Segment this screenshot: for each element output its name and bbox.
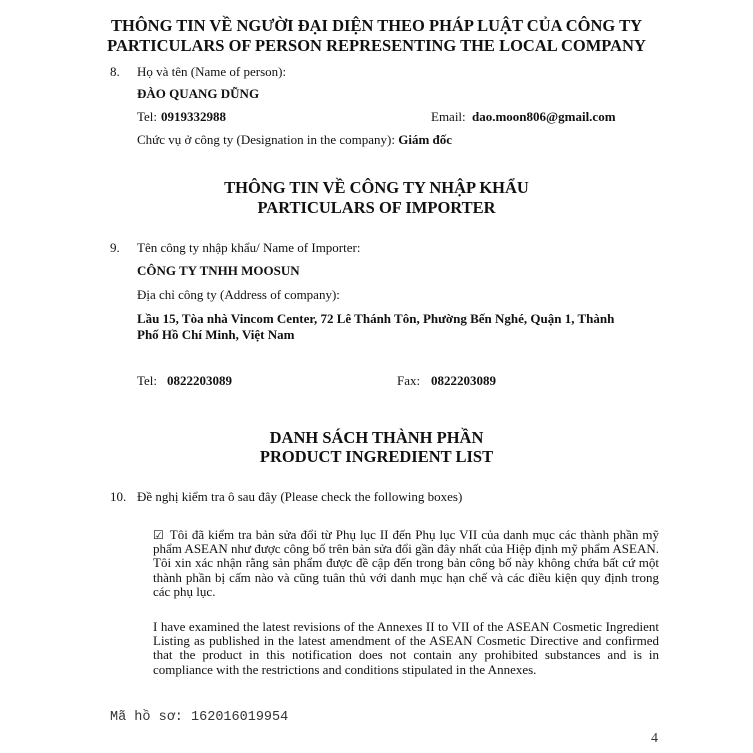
person-email-label: Email: bbox=[431, 109, 466, 124]
designation-value: Giám đốc bbox=[398, 132, 453, 147]
person-tel-value: 0919332988 bbox=[161, 109, 226, 124]
importer-address-line2: Phố Hồ Chí Minh, Việt Nam bbox=[137, 327, 295, 342]
importer-address-line1: Lầu 15, Tòa nhà Vincom Center, 72 Lê Thánh Tôn, Phường Bến Nghé, Quận 1, Thành bbox=[137, 311, 615, 326]
importer-name-value: CÔNG TY TNHH MOOSUN bbox=[137, 263, 300, 278]
person-email-value: dao.moon806@gmail.com bbox=[472, 109, 616, 124]
importer-title-en: PARTICULARS OF IMPORTER bbox=[257, 198, 496, 217]
person-tel-label: Tel: bbox=[137, 109, 158, 124]
item-number-9: 9. bbox=[110, 240, 120, 255]
importer-fax-label: Fax: bbox=[397, 373, 421, 388]
person-name-value: ĐÀO QUANG DŨNG bbox=[137, 86, 260, 101]
representative-title-vi: THÔNG TIN VỀ NGƯỜI ĐẠI DIỆN THEO PHÁP LUẬT CỦA CÔNG TY bbox=[111, 16, 642, 35]
designation-row bbox=[137, 132, 452, 148]
importer-title-vi: THÔNG TIN VỀ CÔNG TY NHẬP KHẨU bbox=[224, 178, 529, 197]
ingredients-title-vi: DANH SÁCH THÀNH PHẦN bbox=[269, 428, 484, 447]
record-code: Mã hồ sơ: 162016019954 bbox=[110, 710, 289, 725]
importer-address-label: Địa chỉ công ty (Address of company): bbox=[137, 287, 340, 302]
statement-vi: Tôi đã kiểm tra bản sửa đổi từ Phụ lục II đến Phụ lục VII của danh mục các thành phần mỹ phẩm ASEAN như được công bố trên bản sửa đổi gần đây nhất của Hiệp định mỹ phẩm ASEAN. Tôi xin xác nhận rằng sản phẩm được đề cập đến trong bản công bố này không chứa bất cứ một thành phần bị cấm nào và cũng tuân thủ với danh mục hạn chế và các điều kiện quy định trong các phụ lục. bbox=[153, 527, 659, 599]
ingredients-title-en: PRODUCT INGREDIENT LIST bbox=[259, 447, 494, 466]
item-number-10: 10. bbox=[110, 489, 127, 504]
check-instruction: Đề nghị kiểm tra ô sau đây (Please check the following boxes) bbox=[137, 489, 463, 504]
importer-fax-value: 0822203089 bbox=[431, 373, 496, 388]
representative-title-en: PARTICULARS OF PERSON REPRESENTING THE LOCAL COMPANY bbox=[107, 36, 646, 55]
person-name-label: Họ và tên (Name of person): bbox=[137, 64, 287, 79]
designation-label: Chức vụ ở công ty (Designation in the company): bbox=[137, 132, 395, 147]
importer-name-label: Tên công ty nhập khẩu/ Name of Importer: bbox=[137, 240, 361, 255]
checked-checkbox-icon[interactable]: ☑ bbox=[153, 528, 164, 542]
importer-tel-label: Tel: bbox=[137, 373, 158, 388]
item-number-8: 8. bbox=[110, 64, 120, 79]
statement-vi-block bbox=[153, 528, 659, 599]
page-number: 4 bbox=[651, 731, 658, 746]
importer-tel-value: 0822203089 bbox=[167, 373, 232, 388]
statement-en: I have examined the latest revisions of the Annexes II to VII of the ASEAN Cosmetic Ingredient Listing as published in the latest amendment of the ASEAN Cosmetic Directive and confirmed that the product in this notification does not contain any prohibited substances and is in compliance with the restrictions and conditions stipulated in the Annexes. bbox=[153, 619, 659, 677]
